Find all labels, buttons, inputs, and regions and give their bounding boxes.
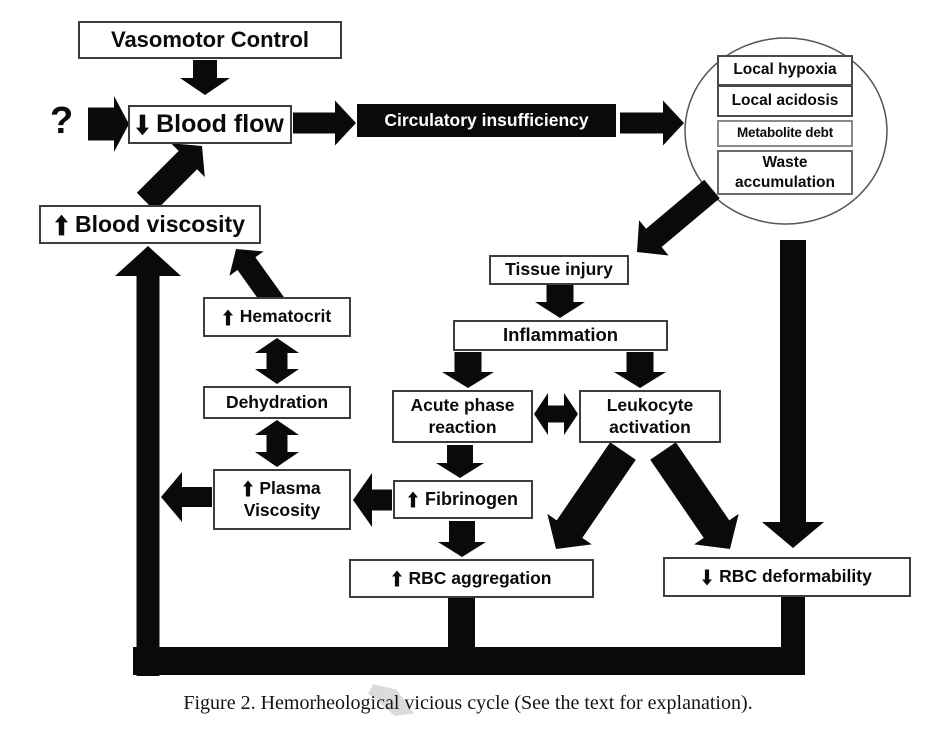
- arrow-fibrinogen-to-plasma: [353, 473, 392, 527]
- node-vasomotor-control: [78, 21, 342, 59]
- node-label: Fibrinogen: [425, 488, 518, 509]
- node-circulatory-insufficiency: [357, 104, 616, 137]
- node-label-line2: reaction: [428, 416, 497, 437]
- node-tissue-injury: [489, 255, 629, 285]
- arrow-cluster-to-tissue: [637, 180, 720, 256]
- arrow-inflammation-to-leukocyte: [614, 352, 666, 388]
- aggregation-to-cycle-connector: [448, 597, 475, 648]
- node-label: Local hypoxia: [733, 61, 837, 79]
- deformability-to-cycle-connector: [781, 595, 805, 675]
- up-arrow-icon: [55, 214, 68, 236]
- node-label-line1: Leukocyte: [606, 395, 694, 416]
- node-label: Local acidosis: [731, 91, 839, 109]
- node-label: Circulatory insufficiency: [384, 109, 589, 130]
- node-leukocyte-activation: [579, 390, 721, 443]
- arrow-acute-to-fibrinogen: [436, 445, 484, 478]
- up-arrow-icon: [392, 570, 402, 587]
- up-arrow-icon: [243, 480, 253, 497]
- node-label-line1: Acute phase: [410, 395, 515, 416]
- node-local-acidosis: [717, 85, 853, 117]
- arrow-viscosity-to-bloodflow: [137, 143, 205, 211]
- node-hematocrit: [203, 297, 351, 337]
- node-rbc-deformability: [663, 557, 911, 597]
- node-local-hypoxia: [717, 55, 853, 86]
- arrow-tissue-to-inflammation: [535, 285, 585, 318]
- arrow-cycle-to-viscosity: [115, 246, 181, 676]
- node-plasma-viscosity: [213, 469, 351, 530]
- node-blood-viscosity: [39, 205, 261, 244]
- node-label: RBC aggregation: [408, 567, 552, 588]
- node-inflammation: [453, 320, 668, 351]
- node-label-line2: activation: [609, 416, 691, 437]
- node-label-line2: Viscosity: [243, 499, 321, 520]
- node-blood-flow: [128, 105, 292, 144]
- cycle-bottom-bar: [133, 647, 805, 675]
- node-label: Vasomotor Control: [110, 26, 309, 52]
- node-dehydration: [203, 386, 351, 419]
- arrow-fibrinogen-to-aggregation: [438, 521, 486, 557]
- arrow-cluster-to-deformability: [762, 240, 824, 548]
- arrow-leukocyte-to-deformability: [650, 442, 739, 549]
- arrow-plasma-to-cycle: [161, 472, 212, 522]
- node-label: Blood flow: [156, 110, 284, 139]
- arrow-leukocyte-to-aggregation: [547, 442, 636, 549]
- arrow-unknown-to-bloodflow: [88, 96, 129, 152]
- node-label-line1: Waste: [762, 154, 808, 172]
- node-label: Metabolite debt: [736, 125, 833, 141]
- up-arrow-icon: [223, 309, 233, 326]
- arrow-inflammation-to-acute: [442, 352, 494, 388]
- node-label-line2: accumulation: [735, 173, 835, 191]
- arrow-acute-leukocyte-double: [534, 393, 578, 435]
- figure-caption: Figure 2. Hemorheological vicious cycle (See the text for explanation).: [183, 692, 753, 714]
- arrow-circulatory-to-cluster: [620, 101, 684, 146]
- node-waste-accumulation: [717, 150, 853, 195]
- arrow-bloodflow-to-circulatory: [293, 101, 356, 146]
- question-mark: ?: [50, 100, 74, 142]
- node-label: Dehydration: [225, 391, 329, 412]
- arrow-dehydration-plasma-double: [255, 420, 299, 467]
- arrow-hematocrit-dehydration-double: [255, 338, 299, 384]
- node-rbc-aggregation: [349, 559, 594, 598]
- up-arrow-icon: [408, 491, 418, 508]
- node-fibrinogen: [393, 480, 533, 519]
- down-arrow-icon: [136, 114, 149, 136]
- node-acute-phase-reaction: [392, 390, 533, 443]
- node-label: Blood viscosity: [75, 211, 245, 238]
- arrow-vasomotor-to-bloodflow: [180, 60, 230, 95]
- node-label: Tissue injury: [505, 259, 613, 280]
- node-label: Hematocrit: [239, 306, 332, 327]
- node-label: Inflammation: [502, 324, 619, 346]
- node-metabolite-debt: [717, 120, 853, 147]
- node-label-line1: Plasma: [259, 478, 321, 499]
- node-label: RBC deformability: [719, 566, 872, 587]
- down-arrow-icon: [702, 569, 712, 586]
